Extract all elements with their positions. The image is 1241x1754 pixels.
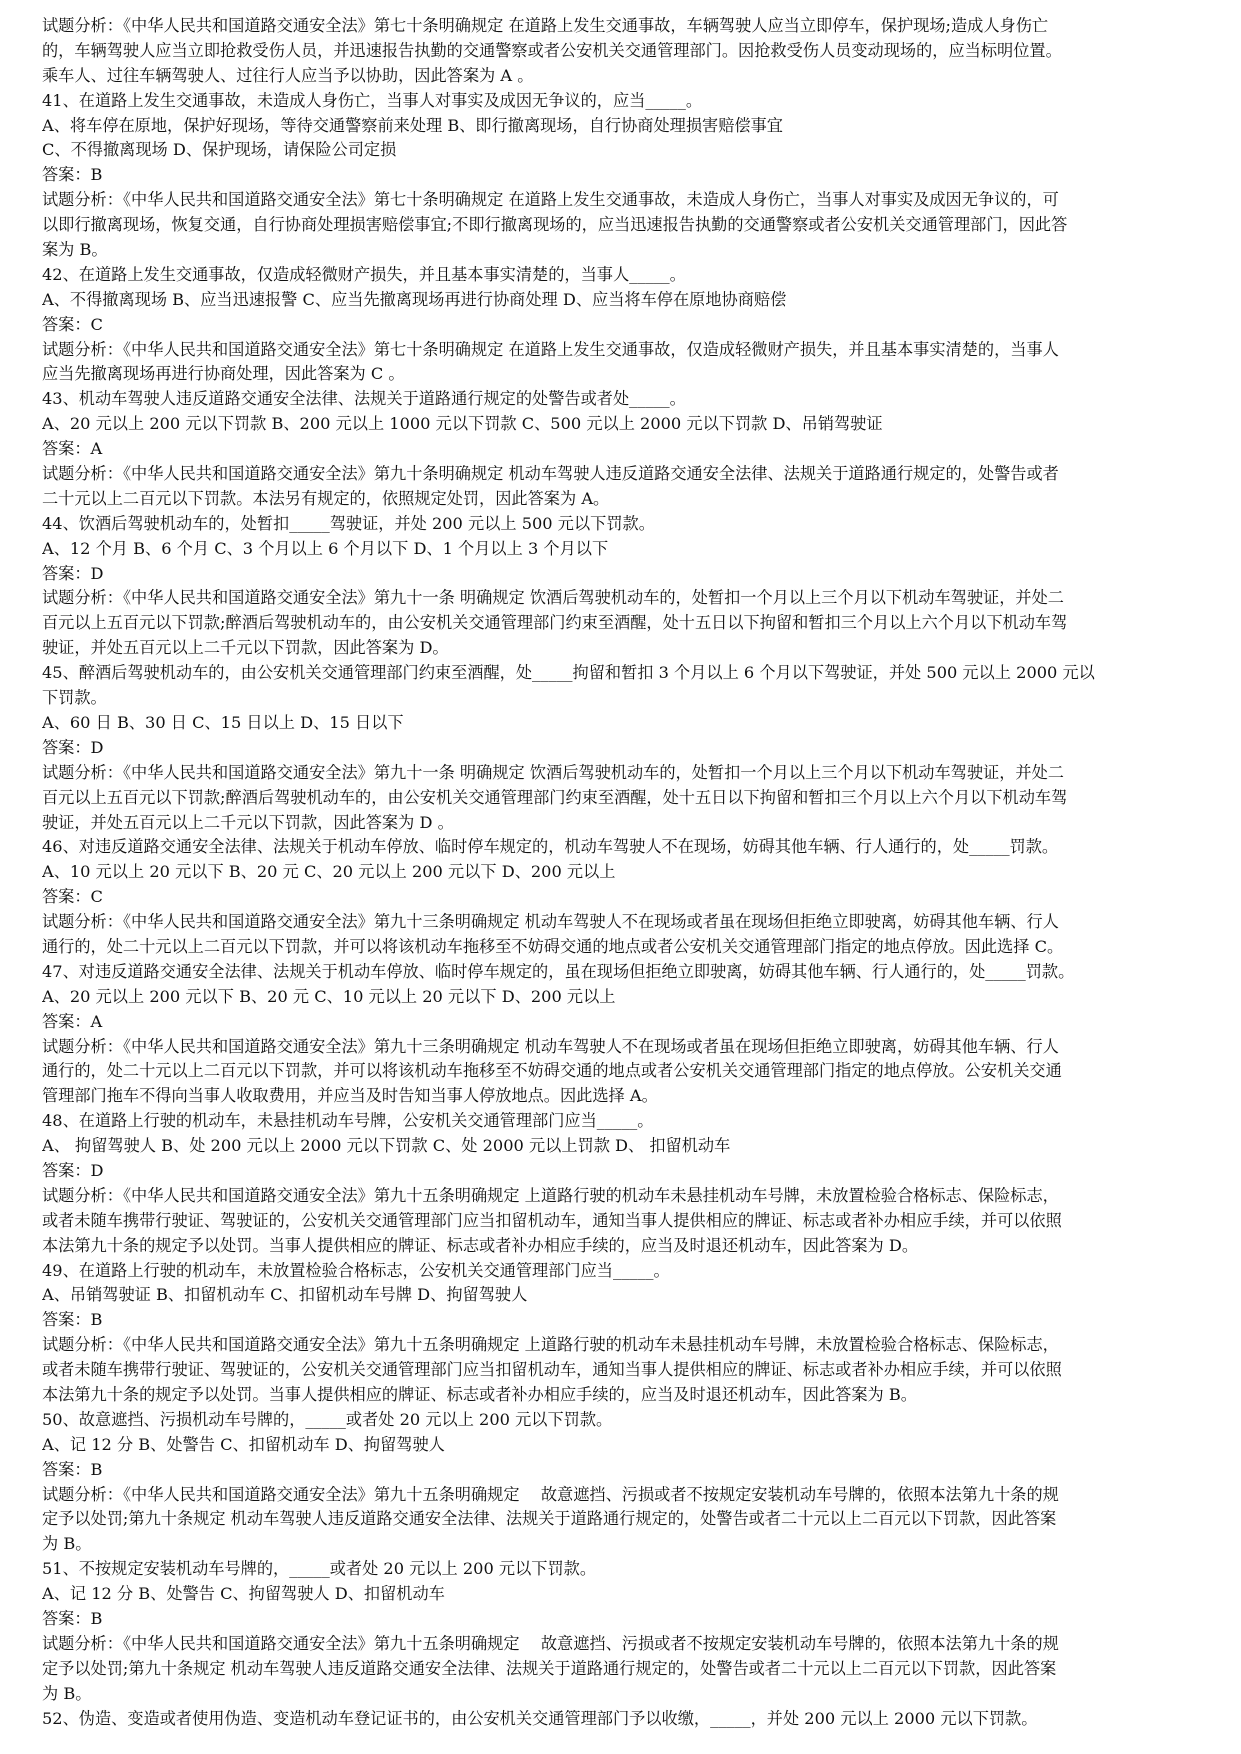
text-line: 乘车人、过往车辆驾驶人、过往行人应当予以协助，因此答案为 A 。 <box>42 65 534 85</box>
text-line: 为 B。 <box>42 1534 92 1554</box>
text-line: 试题分析：《中华人民共和国道路交通安全法》第九十三条明确规定 机动车驾驶人不在现场或者虽在现场但拒绝立即驶离，妨碍其他车辆、行人 <box>42 912 1059 932</box>
text-line: 49、在道路上行驶的机动车，未放置检验合格标志，公安机关交通管理部门应当_____。 <box>42 1260 670 1280</box>
text-line: 试题分析：《中华人民共和国道路交通安全法》第七十条明确规定 在道路上发生交通事故，车辆驾驶人应当立即停车，保护现场;造成人身伤亡 <box>42 16 1049 35</box>
text-line: A、60 日 B、30 日 C、15 日以上 D、15 日以下 <box>42 712 404 732</box>
text-line: 试题分析：《中华人民共和国道路交通安全法》第七十条明确规定 在道路上发生交通事故，未造成人身伤亡，当事人对事实及成因无争议的，可 <box>42 190 1059 210</box>
text-line: 百元以上五百元以下罚款;醉酒后驾驶机动车的，由公安机关交通管理部门约束至酒醒，处十五日以下拘留和暂扣三个月以上六个月以下机动车驾 <box>42 787 1068 807</box>
text-line: A、将车停在原地，保护好现场，等待交通警察前来处理 B、即行撤离现场，自行协商处理损害赔偿事宜 <box>42 115 783 135</box>
text-line: 答案：B <box>42 1609 103 1628</box>
text-line: A、不得撤离现场 B、应当迅速报警 C、应当先撤离现场再进行协商处理 D、应当将车停在原地协商赔偿 <box>42 289 787 309</box>
text-line: 48、在道路上行驶的机动车，未悬挂机动车号牌，公安机关交通管理部门应当_____。 <box>42 1111 654 1131</box>
text-line: 试题分析：《中华人民共和国道路交通安全法》第九十一条 明确规定 饮酒后驾驶机动车的，处暂扣一个月以上三个月以下机动车驾驶证，并处二 <box>42 762 1064 782</box>
text-line: 为 B。 <box>42 1683 92 1703</box>
text-line: A、20 元以上 200 元以下 B、20 元 C、10 元以上 20 元以下 D、200 元以上 <box>42 986 616 1006</box>
text-line: 答案：B <box>42 1459 103 1479</box>
text-line: 或者未随车携带行驶证、驾驶证的，公安机关交通管理部门应当扣留机动车，通知当事人提供相应的牌证、标志或者补办相应手续，并可以依照 <box>42 1210 1062 1230</box>
text-line: 41、在道路上发生交通事故，未造成人身伤亡，当事人对事实及成因无争议的，应当_____。 <box>42 90 703 110</box>
text-line: 百元以上五百元以下罚款;醉酒后驾驶机动车的，由公安机关交通管理部门约束至酒醒，处十五日以下拘留和暂扣三个月以上六个月以下机动车驾 <box>42 613 1068 633</box>
text-line: 定予以处罚;第九十条规定 机动车驾驶人违反道路交通安全法律、法规关于道路通行规定的，处警告或者二十元以上二百元以下罚款，因此答案 <box>42 1509 1057 1529</box>
text-line: 案为 B。 <box>42 240 108 260</box>
text-line: 答案：D <box>42 1160 104 1180</box>
text-line: 管理部门拖车不得向当事人收取费用，并应当及时告知当事人停放地点。因此选择 A。 <box>42 1086 658 1106</box>
text-line: 答案：A <box>42 439 103 459</box>
text-line: 答案：D <box>42 563 104 583</box>
text-line: 50、故意遮挡、污损机动车号牌的，_____或者处 20 元以上 200 元以下罚款。 <box>42 1409 613 1429</box>
text-line: 答案：D <box>42 737 104 757</box>
text-line: 试题分析：《中华人民共和国道路交通安全法》第九十三条明确规定 机动车驾驶人不在现场或者虽在现场但拒绝立即驶离，妨碍其他车辆、行人 <box>42 1036 1059 1056</box>
text-line: 42、在道路上发生交通事故，仅造成轻微财产损失，并且基本事实清楚的，当事人_____。 <box>42 264 686 284</box>
text-line: 本法第九十条的规定予以处罚。当事人提供相应的牌证、标志或者补办相应手续的，应当及时退还机动车，因此答案为 D。 <box>42 1235 919 1255</box>
text-line: C、不得撤离现场 D、保护现场，请保险公司定损 <box>42 140 397 160</box>
text-line: 定予以处罚;第九十条规定 机动车驾驶人违反道路交通安全法律、法规关于道路通行规定的，处警告或者二十元以上二百元以下罚款，因此答案 <box>42 1658 1057 1678</box>
text-line: 应当先撤离现场再进行协商处理，因此答案为 C 。 <box>42 364 405 384</box>
text-line: 下罚款。 <box>42 688 107 708</box>
text-line: 试题分析：《中华人民共和国道路交通安全法》第九十五条明确规定 故意遮挡、污损或者不按规定安装机动车号牌的，依照本法第九十条的规 <box>42 1633 1059 1653</box>
text-line: A、记 12 分 B、处警告 C、拘留驾驶人 D、扣留机动车 <box>42 1584 445 1604</box>
text-line: 47、对违反道路交通安全法律、法规关于机动车停放、临时停车规定的，虽在现场但拒绝立即驶离，妨碍其他车辆、行人通行的，处_____罚款。 <box>42 961 1075 981</box>
text-line: 通行的，处二十元以上二百元以下罚款，并可以将该机动车拖移至不妨碍交通的地点或者公安机关交通管理部门指定的地点停放。公安机关交通 <box>42 1061 1062 1081</box>
text-line: 答案：C <box>42 887 103 907</box>
text-line: 试题分析：《中华人民共和国道路交通安全法》第九十五条明确规定 故意遮挡、污损或者不按规定安装机动车号牌的，依照本法第九十条的规 <box>42 1484 1059 1504</box>
text-line: 驶证，并处五百元以上二千元以下罚款，因此答案为 D 。 <box>42 812 454 832</box>
text-line: 52、伪造、变造或者使用伪造、变造机动车登记证书的，由公安机关交通管理部门予以收缴，_____，并处 200 元以上 2000 元以下罚款。 <box>42 1708 1038 1728</box>
text-line: 以即行撤离现场，恢复交通，自行协商处理损害赔偿事宜;不即行撤离现场的，应当迅速报告执勤的交通警察或者公安机关交通管理部门，因此答 <box>42 215 1068 235</box>
text-line: 51、不按规定安装机动车号牌的，_____或者处 20 元以上 200 元以下罚款。 <box>42 1559 597 1579</box>
text-line: 驶证，并处五百元以上二千元以下罚款，因此答案为 D。 <box>42 638 449 658</box>
text-line: A、10 元以上 20 元以下 B、20 元 C、20 元以上 200 元以下 D、200 元以上 <box>42 862 616 882</box>
text-line: 答案：A <box>42 1011 103 1031</box>
text-line: 试题分析：《中华人民共和国道路交通安全法》第七十条明确规定 在道路上发生交通事故，仅造成轻微财产损失，并且基本事实清楚的，当事人 <box>42 339 1059 359</box>
text-line: A、12 个月 B、6 个月 C、3 个月以上 6 个月以下 D、1 个月以上 3 个月以下 <box>42 538 609 558</box>
text-line: 本法第九十条的规定予以处罚。当事人提供相应的牌证、标志或者补办相应手续的，应当及时退还机动车，因此答案为 B。 <box>42 1384 917 1404</box>
text-line: 通行的，处二十元以上二百元以下罚款，并可以将该机动车拖移至不妨碍交通的地点或者公安机关交通管理部门指定的地点停放。因此选择 C。 <box>42 936 1064 956</box>
text-line: 试题分析：《中华人民共和国道路交通安全法》第九十五条明确规定 上道路行驶的机动车未悬挂机动车号牌，未放置检验合格标志、保险标志， <box>42 1335 1059 1355</box>
text-line: 答案：C <box>42 314 103 334</box>
text-line: 的，车辆驾驶人应当立即抢救受伤人员，并迅速报告执勤的交通警察或者公安机关交通管理部门。因抢救受伤人员变动现场的，应当标明位置。 <box>42 40 1062 60</box>
text-line: 试题分析：《中华人民共和国道路交通安全法》第九十五条明确规定 上道路行驶的机动车未悬挂机动车号牌，未放置检验合格标志、保险标志， <box>42 1185 1059 1205</box>
text-line: 二十元以上二百元以下罚款。本法另有规定的，依照规定处罚，因此答案为 A。 <box>42 488 610 508</box>
text-line: 答案：B <box>42 1310 103 1330</box>
text-line: 或者未随车携带行驶证、驾驶证的，公安机关交通管理部门应当扣留机动车，通知当事人提供相应的牌证、标志或者补办相应手续，并可以依照 <box>42 1360 1062 1380</box>
text-line: 45、醉酒后驾驶机动车的，由公安机关交通管理部门约束至酒醒，处_____拘留和暂扣 3 个月以上 6 个月以下驾驶证，并处 500 元以上 2000 元以 <box>42 663 1095 683</box>
text-line: 试题分析：《中华人民共和国道路交通安全法》第九十条明确规定 机动车驾驶人违反道路交通安全法律、法规关于道路通行规定的，处警告或者 <box>42 464 1059 484</box>
text-line: 答案：B <box>42 165 103 185</box>
text-line: 试题分析：《中华人民共和国道路交通安全法》第九十一条 明确规定 饮酒后驾驶机动车的，处暂扣一个月以上三个月以下机动车驾驶证，并处二 <box>42 588 1064 608</box>
text-line: 44、饮酒后驾驶机动车的，处暂扣_____驾驶证，并处 200 元以上 500 元以下罚款。 <box>42 513 655 533</box>
text-line: A、记 12 分 B、处警告 C、扣留机动车 D、拘留驾驶人 <box>42 1434 445 1454</box>
text-line: 43、机动车驾驶人违反道路交通安全法律、法规关于道路通行规定的处警告或者处_____。 <box>42 389 686 409</box>
text-line: A、20 元以上 200 元以下罚款 B、200 元以上 1000 元以下罚款 C、500 元以上 2000 元以下罚款 D、吊销驾驶证 <box>42 414 883 434</box>
text-line: 46、对违反道路交通安全法律、法规关于机动车停放、临时停车规定的，机动车驾驶人不在现场，妨碍其他车辆、行人通行的，处_____罚款。 <box>42 837 1059 857</box>
text-line: A、吊销驾驶证 B、扣留机动车 C、扣留机动车号牌 D、拘留驾驶人 <box>42 1285 528 1305</box>
text-line: A、 拘留驾驶人 B、处 200 元以上 2000 元以下罚款 C、处 2000 元以上罚款 D、 扣留机动车 <box>42 1136 731 1156</box>
